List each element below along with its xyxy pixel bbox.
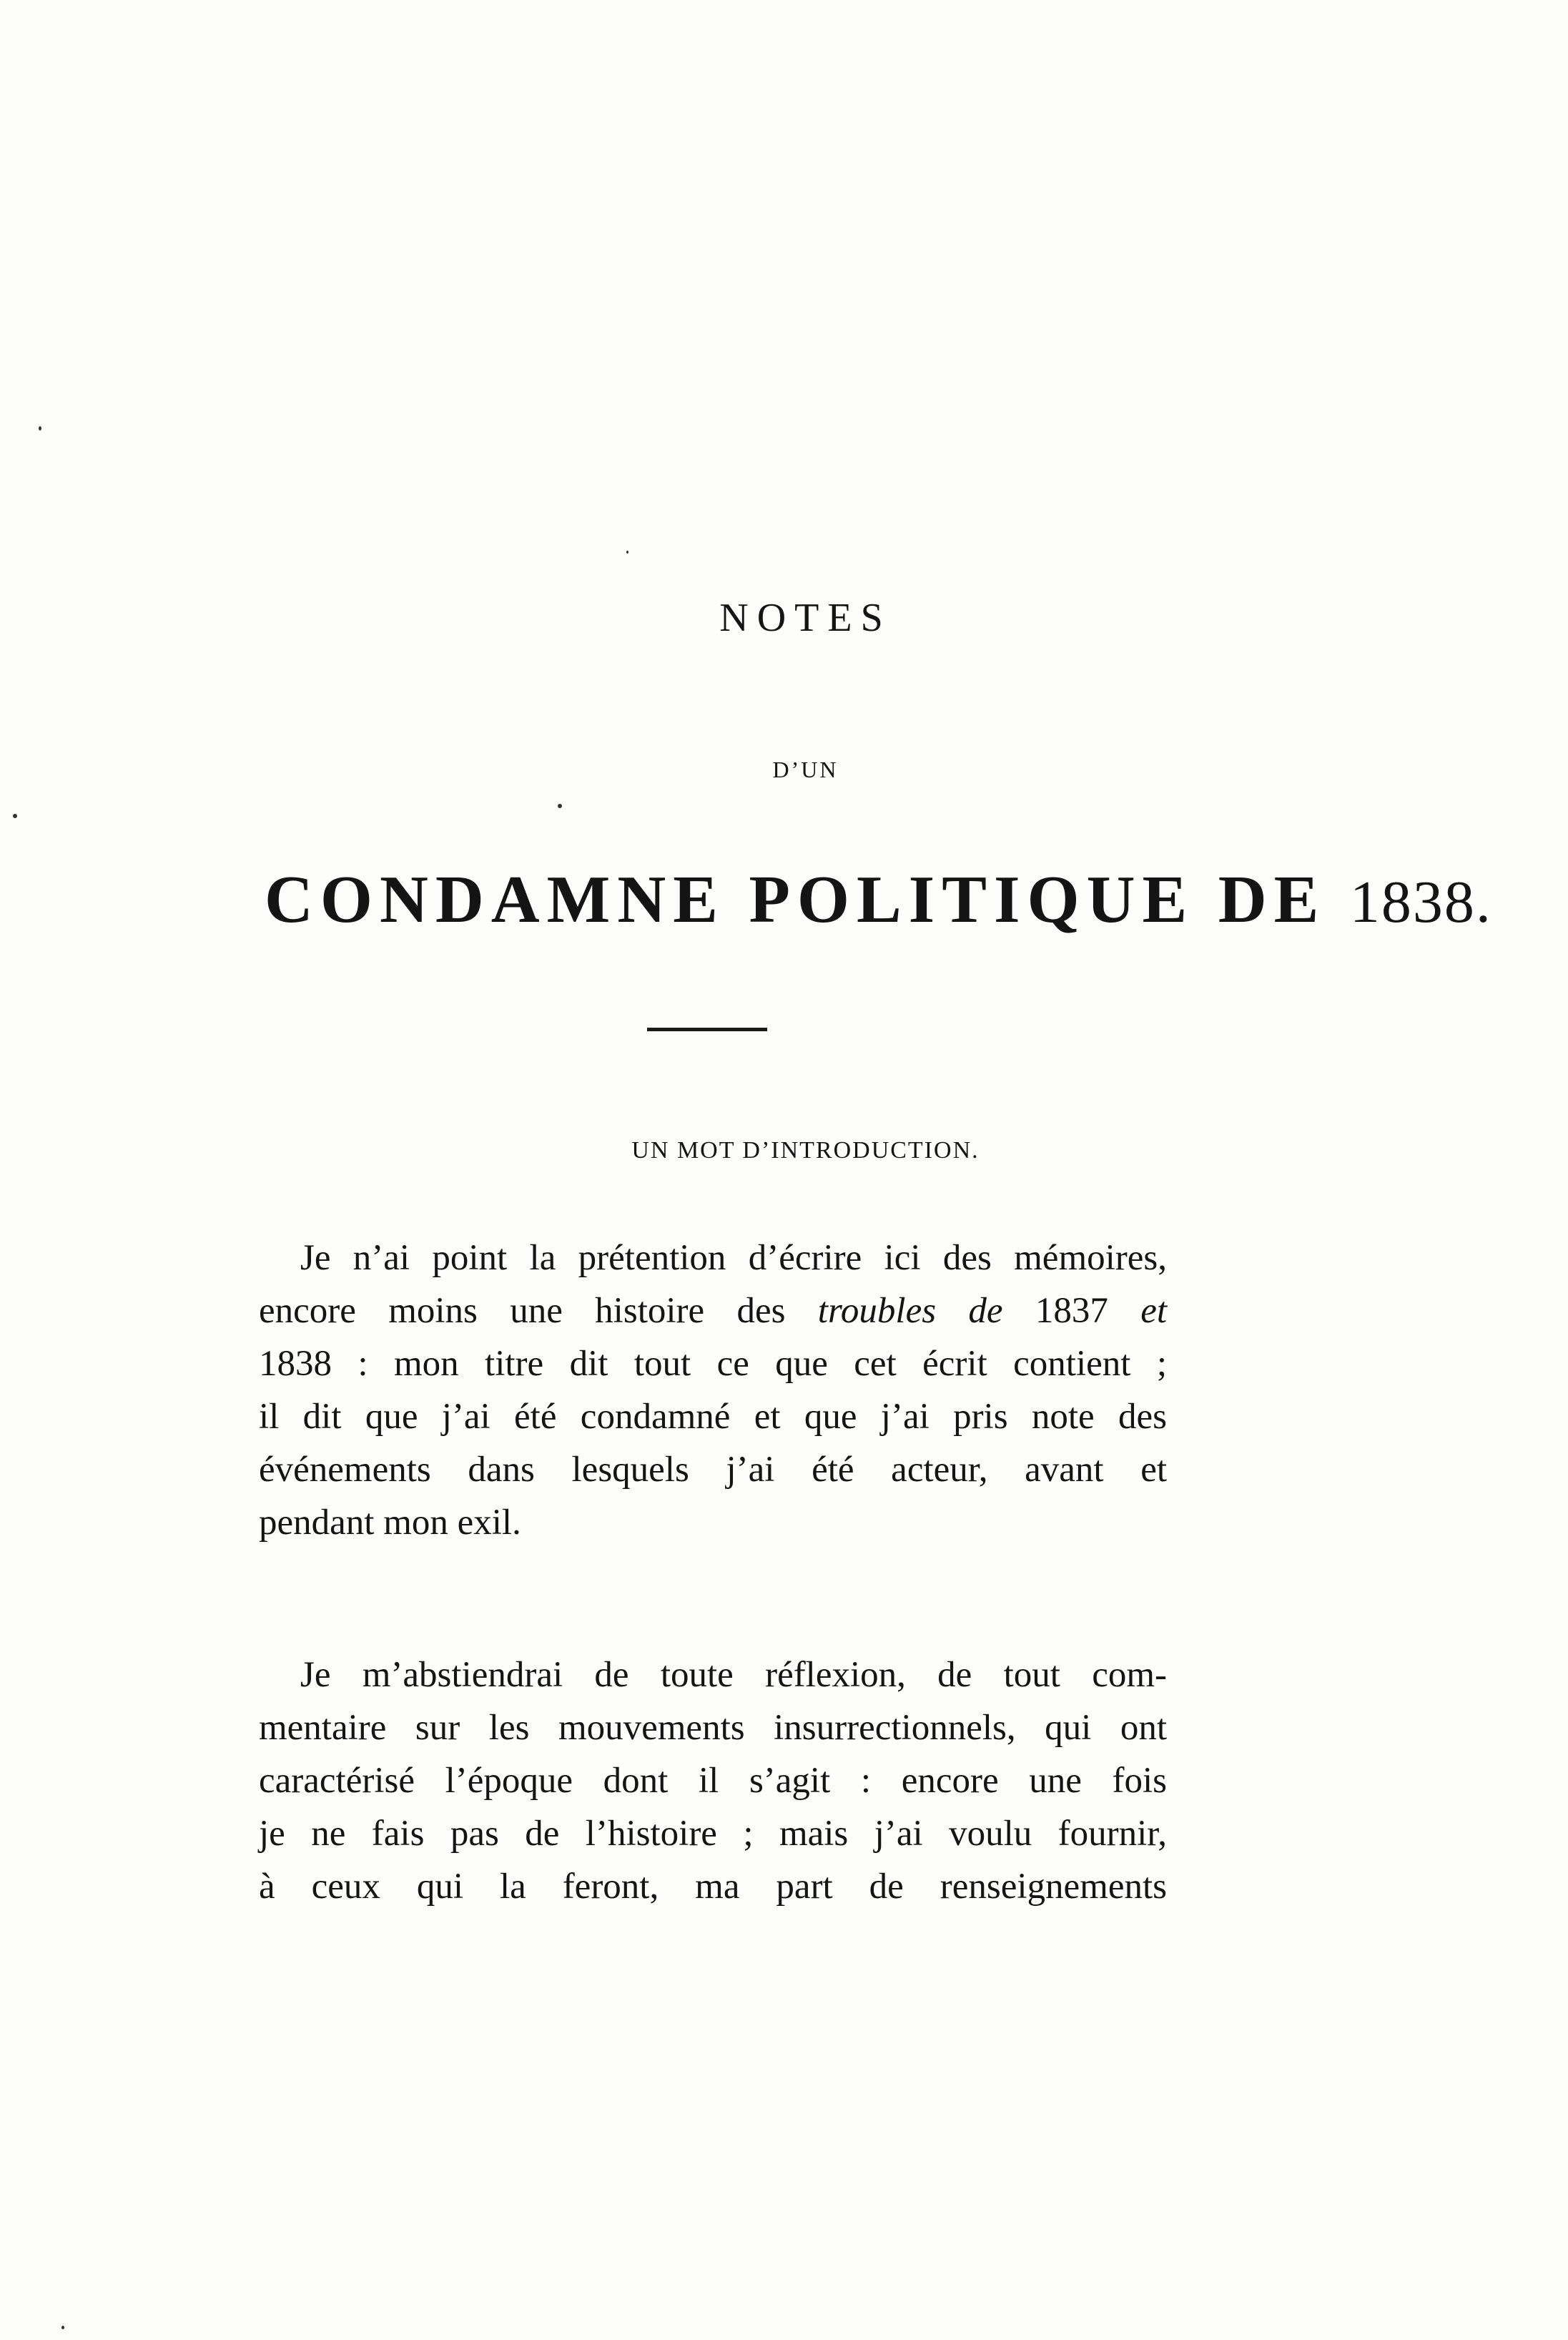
paragraph-line: [259, 1284, 1167, 1337]
page-speck: [13, 814, 17, 818]
page-speck: [558, 804, 562, 808]
page-speck: [39, 426, 41, 431]
paragraph-line: il dit que j’ai été condamné et que j’ai pris note des: [259, 1397, 1167, 1437]
paragraph-line: mentaire sur les mouvements insurrectionnels, qui ont: [259, 1708, 1167, 1748]
paragraph-line: Je n’ai point la prétention d’écrire ici des mémoires,: [300, 1238, 1167, 1278]
main-title-text: CONDAMNE POLITIQUE DE: [265, 862, 1326, 937]
paragraph-line: 1838 : mon titre dit tout ce que cet écrit contient ;: [259, 1344, 1167, 1384]
title-notes: NOTES: [719, 596, 892, 640]
line-segment-italic: troubles de: [817, 1291, 1003, 1331]
section-heading: UN MOT D’INTRODUCTION.: [631, 1137, 980, 1164]
paragraph-line: à ceux qui la feront, ma part de renseignements: [259, 1867, 1167, 1907]
line-segment-italic: et: [1140, 1291, 1168, 1331]
main-title: [265, 861, 1492, 938]
paragraph-2: [259, 1648, 1167, 1913]
paragraph-line: pendant mon exil.: [259, 1503, 521, 1543]
page-speck: [61, 2326, 64, 2329]
main-title-year: 1838.: [1349, 869, 1492, 935]
title-rule: [647, 1028, 767, 1031]
paragraph-1: [259, 1232, 1167, 1549]
line-segment: encore moins une histoire des: [259, 1291, 786, 1331]
line-segment: 1837: [1035, 1291, 1108, 1331]
paragraph-line: événements dans lesquels j’ai été acteur, avant et: [259, 1450, 1167, 1490]
page-speck: [626, 551, 628, 554]
paragraph-line: Je m’abstiendrai de toute réflexion, de tout com-: [300, 1655, 1167, 1695]
paragraph-line: je ne fais pas de l’histoire ; mais j’ai voulu fournir,: [259, 1814, 1167, 1854]
paragraph-line: caractérisé l’époque dont il s’agit : encore une fois: [259, 1761, 1167, 1801]
title-dun: D’UN: [772, 757, 839, 782]
